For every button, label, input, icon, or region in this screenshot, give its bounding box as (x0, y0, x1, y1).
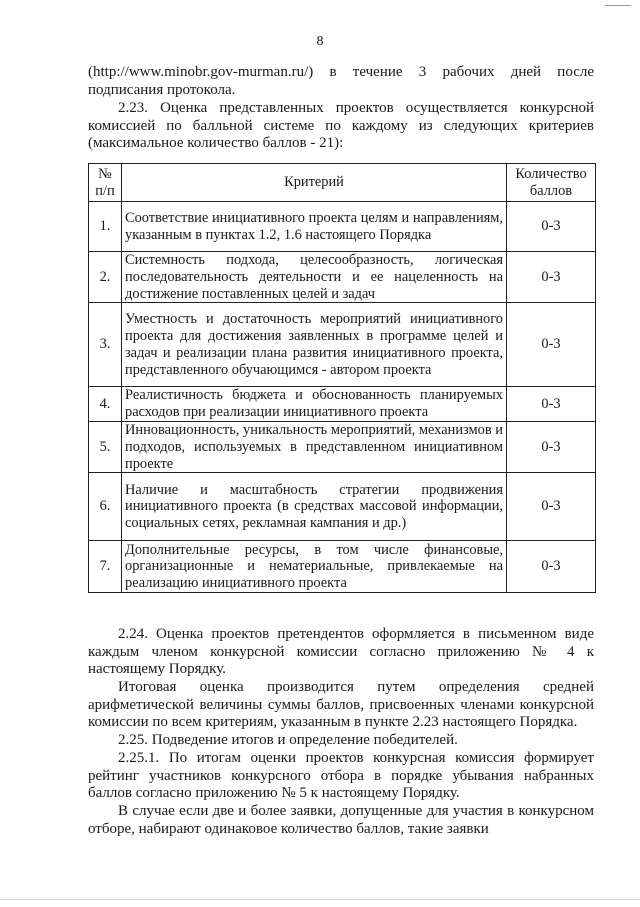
row-number: 2. (89, 252, 122, 303)
row-number: 5. (89, 421, 122, 472)
row-criterion: Уместность и достаточность мероприятий инициативного проекта для достижения заявленных в программе целей и задач и реализации плана развития инициативного проекта, представленного обучающимся - автором проекта (122, 303, 507, 387)
header-score: Количество баллов (507, 164, 596, 202)
row-number: 1. (89, 202, 122, 252)
paragraph-2-24: 2.24. Оценка проектов претендентов оформляется в письменном виде каждым членом конкурсной комиссии согласно приложению № 4 к настоящему Порядку. (88, 626, 594, 677)
header-number: № п/п (89, 164, 122, 202)
table-row (89, 473, 596, 541)
row-criterion: Дополнительные ресурсы, в том числе финансовые, организационные и нематериальные, привлекаемые на реализацию инициативного проекта (122, 541, 507, 593)
scan-artifact-line (605, 5, 631, 6)
header-criterion: Критерий (122, 164, 507, 202)
row-score: 0-3 (507, 252, 596, 303)
row-number: 3. (89, 303, 122, 387)
row-score: 0-3 (507, 387, 596, 422)
paragraph-2-23: 2.23. Оценка представленных проектов осуществляется конкурсной комиссией по балльной системе по каждому из следующих критериев (максимальное количество баллов - 21): (88, 100, 594, 151)
paragraph-2-25: 2.25. Подведение итогов и определение победителей. (118, 732, 458, 748)
row-number: 6. (89, 473, 122, 541)
row-number: 7. (89, 541, 122, 593)
row-criterion: Реалистичность бюджета и обоснованность планируемых расходов при реализации инициативного проекта (122, 387, 507, 422)
paragraph-protocol-publication: (http://www.minobr.gov-murman.ru/) в течение 3 рабочих дней после подписания протокола. (88, 64, 594, 98)
row-number: 4. (89, 387, 122, 422)
table-row (89, 252, 596, 303)
row-score: 0-3 (507, 202, 596, 252)
row-criterion: Системность подхода, целесообразность, логическая последовательность деятельности и ее нацеленность на достижение поставленных целей и задач (122, 252, 507, 303)
row-score: 0-3 (507, 541, 596, 593)
page-bottom-edge (0, 899, 640, 900)
table-row (89, 387, 596, 422)
row-score: 0-3 (507, 421, 596, 472)
page-number: 8 (316, 34, 324, 49)
row-score: 0-3 (507, 303, 596, 387)
table-row (89, 303, 596, 387)
paragraph-final-score: Итоговая оценка производится путем определения средней арифметической величины суммы баллов, присвоенных членами конкурсной комиссии по всем критериям, указанным в пункте 2.23 настоящего Порядка. (88, 679, 594, 730)
row-criterion: Инновационность, уникальность мероприятий, механизмов и подходов, используемых в представленном инициативном проекте (122, 421, 507, 472)
paragraph-2-25-1: 2.25.1. По итогам оценки проектов конкурсная комиссия формирует рейтинг участников конкурсного отбора в порядке убывания набранных баллов согласно приложению № 5 к настоящему Порядку. (88, 750, 594, 801)
criteria-table (88, 163, 596, 593)
table-row (89, 421, 596, 472)
paragraph-equal-scores: В случае если две и более заявки, допущенные для участия в конкурсном отборе, набирают одинаковое количество баллов, такие заявки (88, 803, 594, 837)
table-row (89, 541, 596, 593)
row-criterion: Наличие и масштабность стратегии продвижения инициативного проекта (в средствах массовой информации, социальных сетях, рекламная кампания и др.) (122, 473, 507, 541)
row-score: 0-3 (507, 473, 596, 541)
row-criterion: Соответствие инициативного проекта целям и направлениям, указанным в пунктах 1.2, 1.6 настоящего Порядка (122, 202, 507, 252)
table-header-row (89, 164, 596, 202)
table-row (89, 202, 596, 252)
